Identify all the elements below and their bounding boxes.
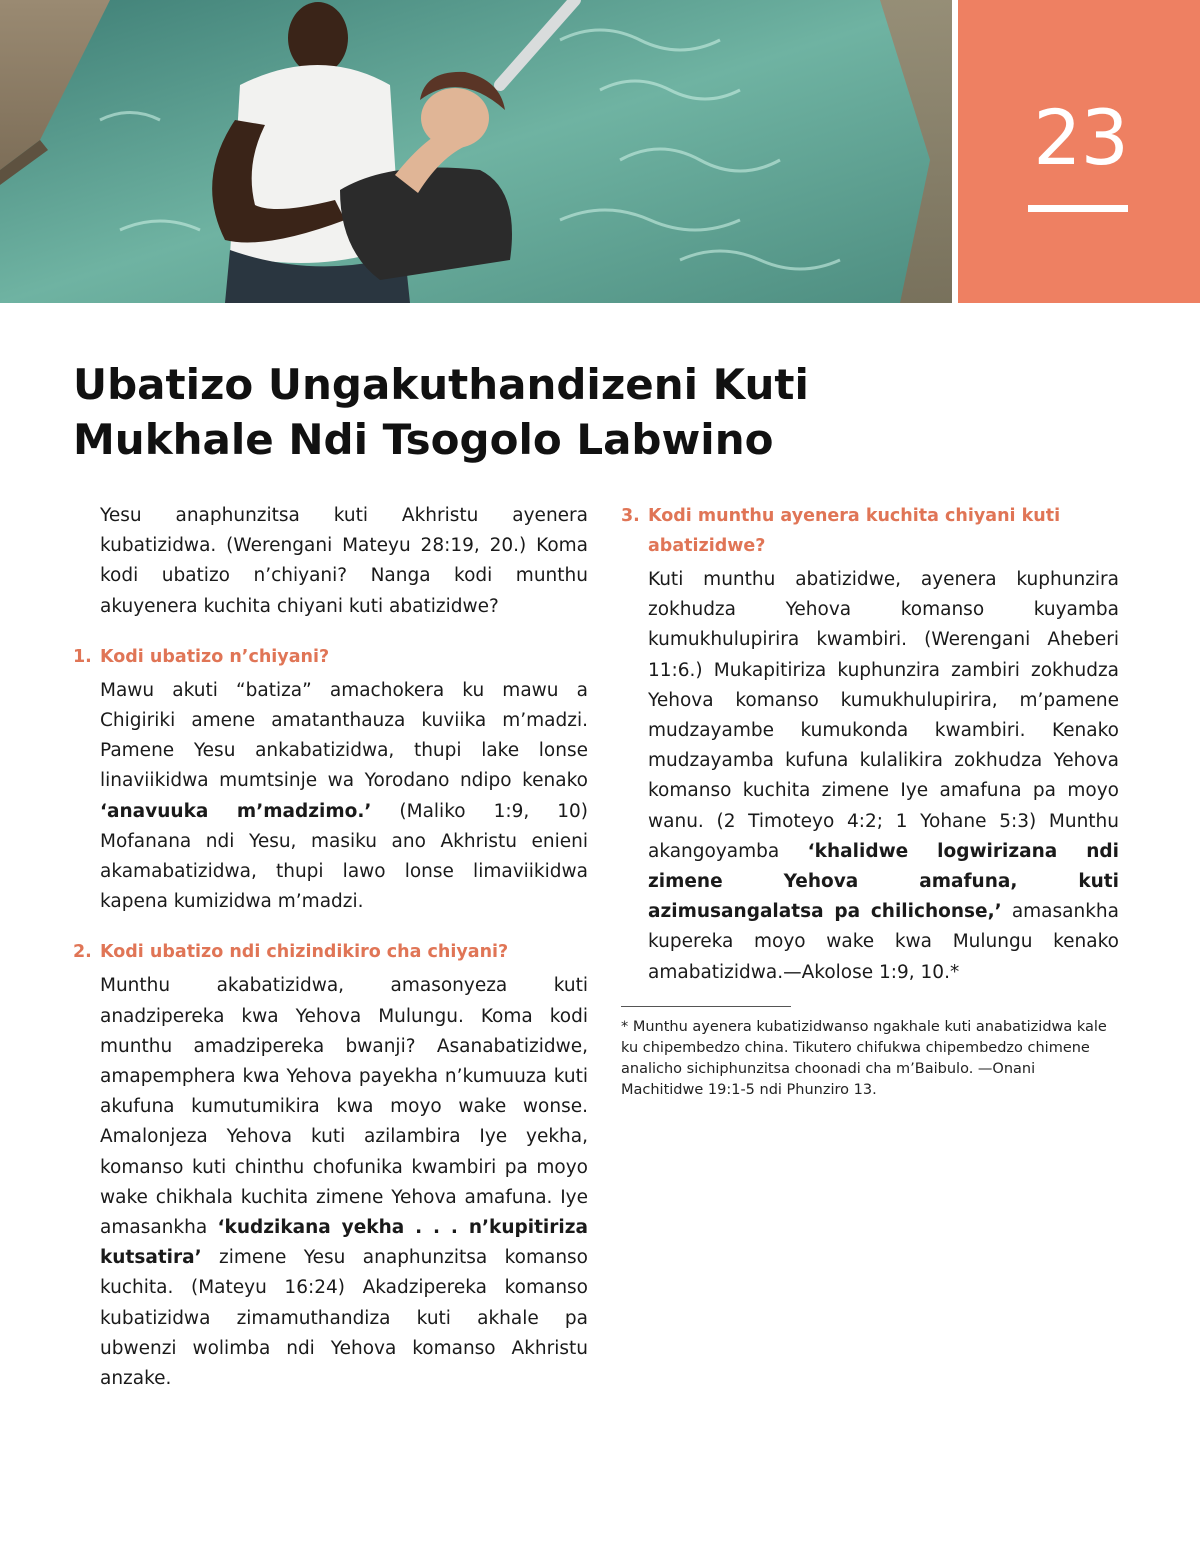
question-number-2: 2.: [73, 942, 92, 963]
baptism-photo-illustration: [0, 0, 952, 303]
question-heading-1: [73, 642, 588, 672]
answer-paragraph-2: [100, 971, 588, 1394]
answer-2-text-b: zimene Yesu anaphunzitsa komanso kuchita. (Mateyu 16:24) Akadzipereka komanso kubatizidwa zimamuthandiza kuti akhale pa ubwenzi wolimba ndi Yehova komanso Akhristu anzake.: [100, 1247, 588, 1390]
intro-paragraph: Yesu anaphunzitsa kuti Akhristu ayenera kubatizidwa. (Werengani Mateyu 28:19, 20.) Koma kodi ubatizo n’chiyani? Nanga kodi munthu akuyenera kuchita chiyani kuti abatizidwe?: [100, 505, 588, 617]
lesson-number: 23: [1033, 93, 1128, 182]
question-text-1: Kodi ubatizo n’chiyani?: [100, 646, 330, 667]
answer-3-text-a: Kuti munthu abatizidwe, ayenera kuphunzira zokhudza Yehova komanso kuyamba kumukhulupirira kwambiri. (Werengani Aheberi 11:6.) Mukapitiriza kuphunzira zambiri zokhudza Yehova komanso kumukhulupirira, m’pamene mudzayambe kumukonda kwambiri. Kenako mudzayamba kufuna kulalikira zokhudza Yehova komanso kuchita zimene Iye amafuna pa moyo wanu. (2 Timoteyo 4:2; 1 Yohane 5:3) Munthu akangoyamba: [648, 569, 1119, 862]
answer-3-emphasis: ‘khalidwe logwirizana ndi zimene Yehova amafuna, kuti azimusangalatsa pa chilichonse,’: [648, 840, 1119, 923]
answer-paragraph-1: [100, 676, 588, 918]
footnote-divider: [621, 1006, 791, 1007]
lesson-number-underline: [1028, 205, 1128, 212]
lesson-number-badge: [958, 0, 1200, 303]
answer-3-text-b: amasankha kupereka moyo wake kwa Mulungu kenako amabatizidwa.—Akolose 1:9, 10.*: [648, 901, 1119, 983]
answer-1-emphasis: ‘anavuuka m’madzimo.’: [100, 800, 372, 822]
question-heading-2: [73, 937, 588, 967]
answer-paragraph-3: [648, 565, 1119, 988]
question-text-2: Kodi ubatizo ndi chizindikiro cha chiyani?: [100, 942, 509, 963]
answer-2-emphasis: ‘kudzikana yekha . . . n’kupitiriza kutsatira’: [100, 1217, 588, 1269]
hero-photo: [0, 0, 952, 303]
question-number-1: 1.: [73, 646, 92, 667]
answer-1-text-b: (Maliko 1:9, 10) Mofanana ndi Yesu, masiku ano Akhristu enieni akamabatizidwa, thupi lawo lonse limaviikidwa kapena kumizidwa m’madzi.: [100, 800, 588, 913]
question-number-3: 3.: [621, 506, 640, 526]
title-line-2: Mukhale Ndi Tsogolo Labwino: [73, 415, 774, 464]
footnote: * Munthu ayenera kubatizidwanso ngakhale kuti anabatizidwa kale ku chipembedzo china. Tikutero chifukwa chipembedzo chimene analicho sichiphunzitsa choonadi cha m’Baibulo. —Onani Machitidwe 19:1-5 ndi Phunziro 13.: [621, 1018, 1107, 1098]
title-line-1: Ubatizo Ungakuthandizeni Kuti: [73, 360, 809, 409]
left-column: [73, 501, 588, 1394]
right-column: [621, 501, 1119, 1101]
question-heading-3: [621, 501, 1119, 561]
answer-1-text-a: Mawu akuti “batiza” amachokera ku mawu a Chigiriki amene amatanthauza kuviika m’madzi. Pamene Yesu ankabatizidwa, thupi lake lonse linaviikidwa mumtsinje wa Yorodano ndipo kenako: [100, 679, 588, 792]
question-text-3: Kodi munthu ayenera kuchita chiyani kuti abatizidwe?: [648, 506, 1061, 556]
page-title: [73, 357, 933, 467]
answer-2-text-a: Munthu akabatizidwa, amasonyeza kuti anadzipereka kwa Yehova Mulungu. Koma kodi munthu amadzipereka bwanji? Asanabatizidwe, amapemphera kwa Yehova payekha n’kumuuza kuti akufuna kumutumikira kwa moyo wake wonse. Amalonjeza Yehova kuti azilambira Iye yekha, komanso kuti chinthu chofunika kwambiri pa moyo wake chikhala kuchita zimene Yehova amafuna. Iye amasankha: [100, 975, 588, 1239]
